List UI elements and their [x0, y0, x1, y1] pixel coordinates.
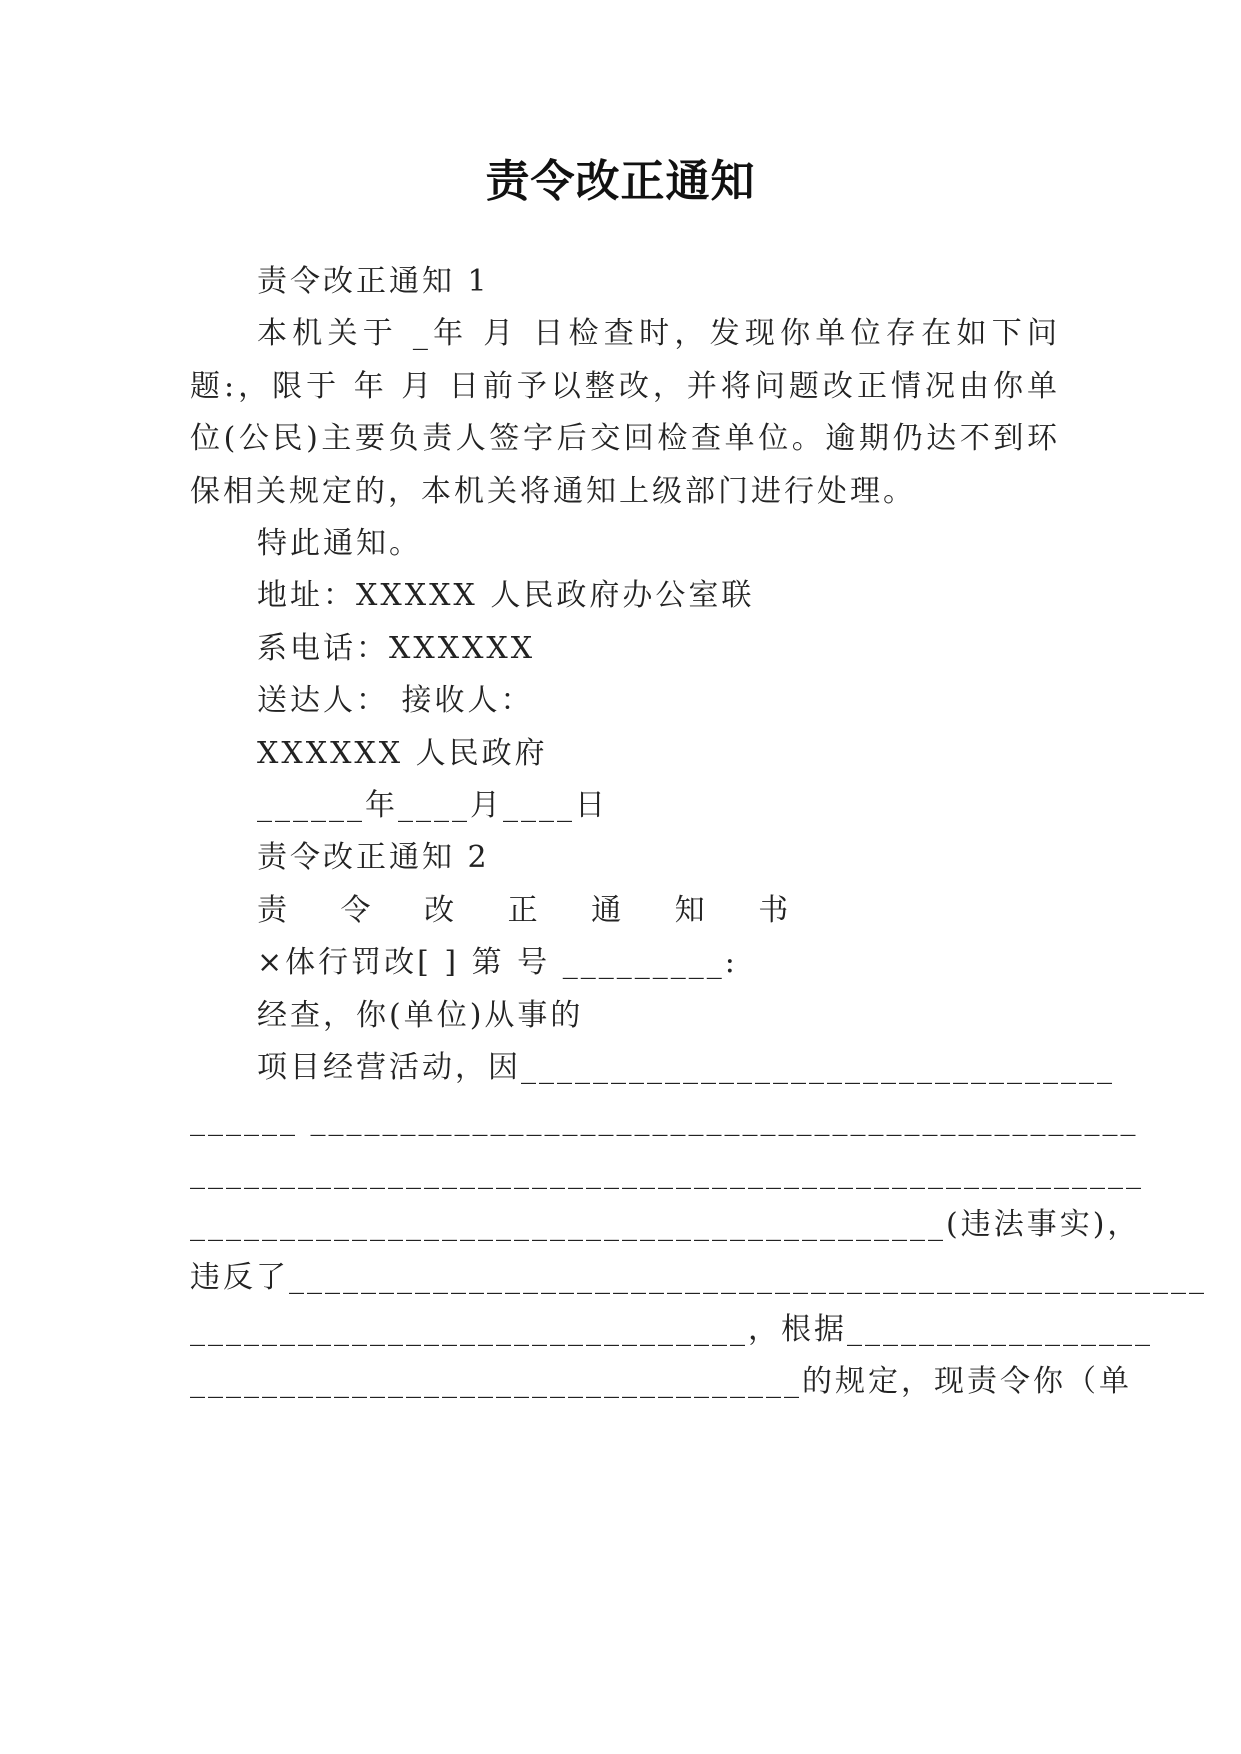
body-line: 项目经营活动，因_________________________________ — [257, 1050, 1115, 1085]
document-title: 责令改正通知 — [485, 156, 756, 207]
address-line: 地址：XXXXX 人民政府办公室联 — [257, 578, 755, 613]
body-line: 保相关规定的，本机关将通知上级部门进行处理。 — [190, 474, 916, 509]
body-line: _______________________________，根据_________________ — [190, 1312, 1153, 1347]
phone-line: 系电话：XXXXXX — [257, 631, 536, 666]
body-line: __________________________________________(违法事实)， — [190, 1207, 1141, 1242]
body-line: 特此通知。 — [257, 526, 422, 561]
body-line: 违反了___________________________________________________ — [190, 1260, 1207, 1295]
blank-line: _____________________________________________________ — [190, 1155, 1144, 1190]
body-line: 题:，限于 年 月 日前予以整改，并将问题改正情况由你单 — [190, 369, 1060, 404]
body-line: 本机关于 _年 月 日检查时，发现你单位存在如下问 — [257, 316, 1060, 351]
section-heading-1: 责令改正通知 1 — [257, 264, 490, 299]
body-line: 位(公民)主要负责人签字后交回检查单位。逾期仍达不到环 — [190, 421, 1060, 456]
date-line: ______年____月____日 — [257, 788, 608, 823]
issuer-line: XXXXXX 人民政府 — [257, 736, 548, 771]
section-heading-2: 责令改正通知 2 — [257, 840, 490, 875]
notice-heading: 责 令 改 正 通 知 书 — [257, 893, 811, 928]
document-number-line: ×体行罚改[ ] 第 号 _________: — [257, 945, 738, 980]
blank-line: ______ ______________________________________________ — [190, 1102, 1139, 1137]
body-line: 经查，你(单位)从事的 — [257, 998, 584, 1033]
delivery-line: 送达人： 接收人： — [257, 683, 534, 718]
body-line: __________________________________的规定，现责令你（单 — [190, 1364, 1132, 1399]
